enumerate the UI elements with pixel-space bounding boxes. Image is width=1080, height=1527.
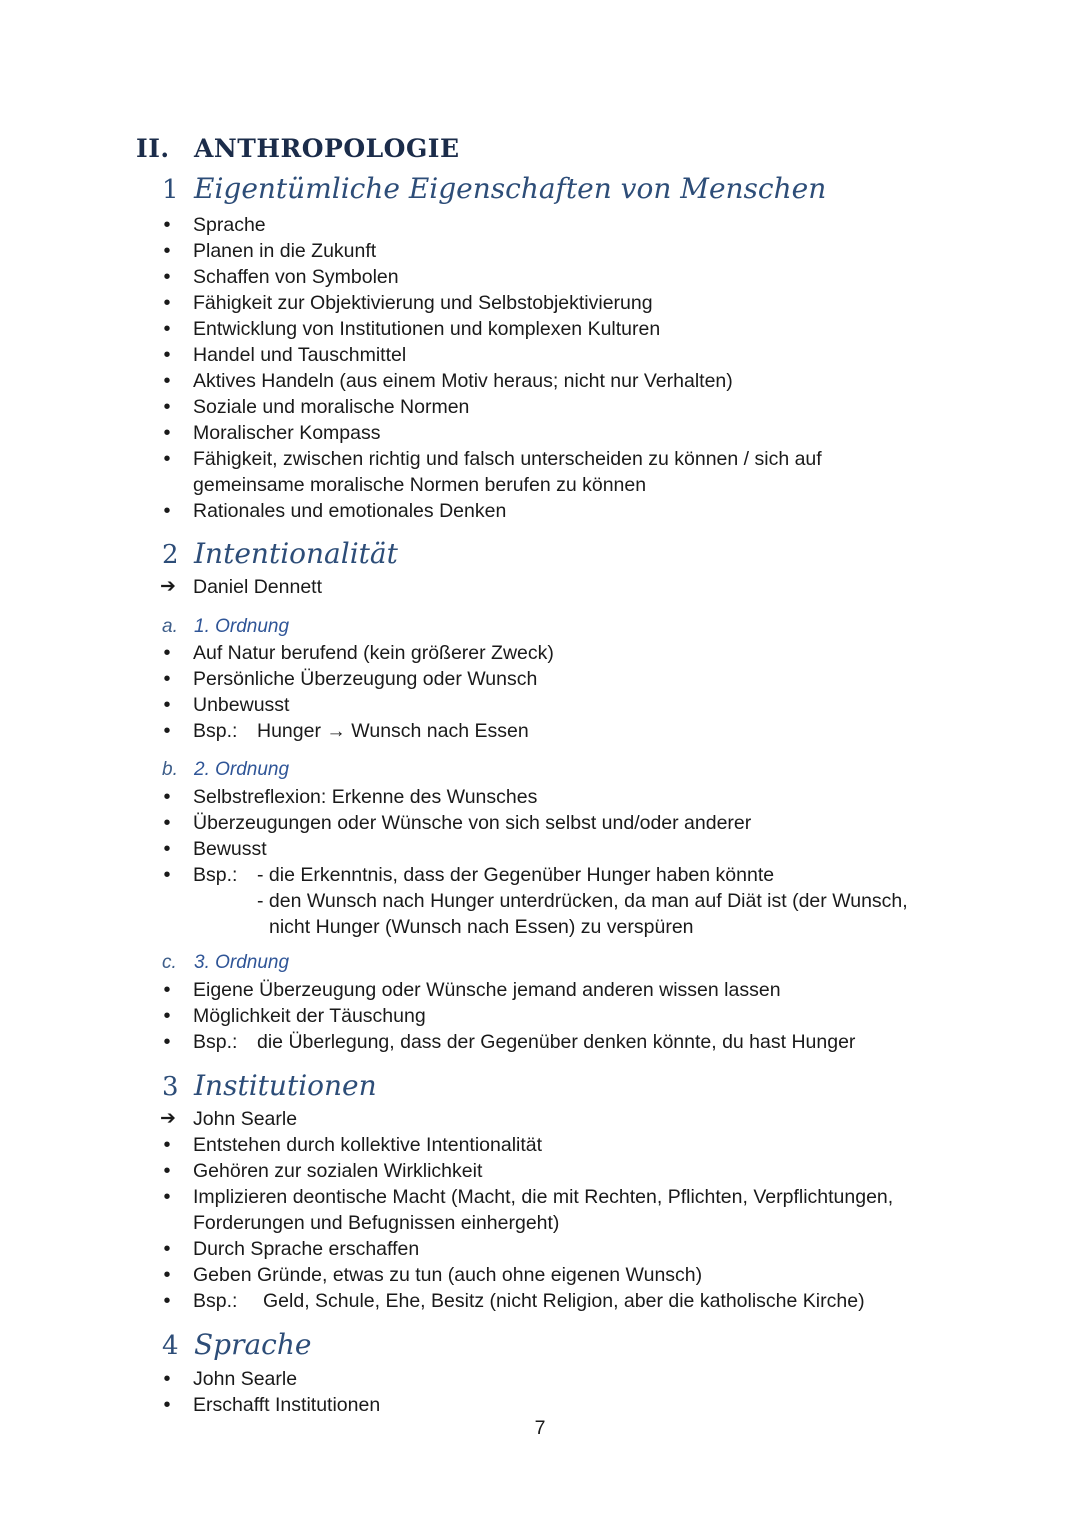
list-item: • Persönliche Überzeugung oder Wunsch — [158, 666, 948, 692]
bullet-icon: • — [163, 1264, 171, 1286]
list-item: • Schaffen von Symbolen — [158, 264, 948, 290]
section-2-title: Intentionalität — [194, 537, 398, 570]
section-3-title: Institutionen — [194, 1069, 377, 1102]
list-item: • Bsp.: - die Erkenntnis, dass der Gegenüber Hunger haben könnte - den Wunsch nach Hunger unterdrücken, da man auf Diät ist (der Wunsch, nicht Hunger (Wunsch nach Essen) zu verspüren — [158, 862, 948, 940]
list-item: • Durch Sprache erschaffen — [158, 1236, 948, 1262]
section-1-heading: 1 Eigentümliche Eigenschaften von Menschen — [162, 172, 827, 205]
list-item — [158, 1106, 948, 1132]
author-name: Daniel Dennett — [193, 576, 322, 598]
list-item: • Fähigkeit zur Objektivierung und Selbstobjektivierung — [158, 290, 948, 316]
list-item: • Sprache — [158, 212, 948, 238]
bullet-icon: • — [163, 1290, 171, 1312]
list-item: • Handel und Tauschmittel — [158, 342, 948, 368]
list-item: • Implizieren deontische Macht (Macht, die mit Rechten, Pflichten, Verpflichtungen, Forderungen und Befugnissen einhergeht) — [158, 1184, 933, 1236]
bullet-icon: • — [163, 864, 171, 886]
list-item: • John Searle — [158, 1366, 948, 1392]
bullet-icon: • — [163, 292, 171, 314]
section-1-title: Eigentümliche Eigenschaften von Menschen — [194, 172, 827, 205]
page-number: 7 — [534, 1417, 546, 1439]
list-item: • Soziale und moralische Normen — [158, 394, 948, 420]
arrow-right-icon: ➔ — [160, 576, 176, 597]
bullet-icon: • — [163, 1368, 171, 1390]
chapter-title: ANTHROPOLOGIE — [194, 134, 460, 163]
list-item: • Bsp.: Hunger → Wunsch nach Essen — [158, 718, 948, 744]
bullet-icon: • — [163, 1394, 171, 1416]
section-4-title: Sprache — [194, 1328, 312, 1361]
list-item: • Planen in die Zukunft — [158, 238, 948, 264]
bullet-icon: • — [163, 1186, 171, 1208]
bullet-icon: • — [163, 786, 171, 808]
bullet-icon: • — [163, 240, 171, 262]
list-item: • Gehören zur sozialen Wirklichkeit — [158, 1158, 948, 1184]
list-item: • Geben Gründe, etwas zu tun (auch ohne eigenen Wunsch) — [158, 1262, 948, 1288]
bullet-icon: • — [163, 642, 171, 664]
section-3-heading: 3 Institutionen — [162, 1069, 377, 1102]
list-item: • Fähigkeit, zwischen richtig und falsch unterscheiden zu können / sich auf gemeinsame moralische Normen berufen zu können — [158, 446, 883, 498]
section-2-author-list — [158, 574, 948, 600]
list-item — [158, 574, 948, 600]
bullet-icon: • — [163, 838, 171, 860]
list-item: • Selbstreflexion: Erkenne des Wunsches — [158, 784, 948, 810]
bullet-icon: • — [163, 370, 171, 392]
list-item: • Rationales und emotionales Denken — [158, 498, 948, 524]
list-item: • Möglichkeit der Täuschung — [158, 1003, 948, 1029]
bullet-icon: • — [163, 1031, 171, 1053]
subsection-c-heading: c. 3. Ordnung — [162, 952, 290, 973]
bullet-icon: • — [163, 448, 171, 470]
chapter-heading — [136, 134, 460, 163]
author-name: John Searle — [193, 1108, 298, 1130]
subsection-a-list — [158, 640, 948, 744]
section-3-list — [158, 1106, 948, 1314]
bullet-icon: • — [163, 694, 171, 716]
list-item: • Entstehen durch kollektive Intentionalität — [158, 1132, 948, 1158]
bullet-icon: • — [163, 214, 171, 236]
section-1-list — [158, 212, 948, 524]
subsection-c-list — [158, 977, 948, 1055]
list-item: • Bsp.: Geld, Schule, Ehe, Besitz (nicht Religion, aber die katholische Kirche) — [158, 1288, 948, 1314]
bullet-icon: • — [163, 812, 171, 834]
bullet-icon: • — [163, 344, 171, 366]
subsection-a-heading: a. 1. Ordnung — [162, 616, 290, 637]
bullet-icon: • — [163, 422, 171, 444]
list-item: • Überzeugungen oder Wünsche von sich selbst und/oder anderer — [158, 810, 948, 836]
list-item: • Eigene Überzeugung oder Wünsche jemand anderen wissen lassen — [158, 977, 948, 1003]
list-item: • Auf Natur berufend (kein größerer Zweck) — [158, 640, 948, 666]
bullet-icon: • — [163, 668, 171, 690]
list-item: • Aktives Handeln (aus einem Motiv heraus; nicht nur Verhalten) — [158, 368, 948, 394]
bullet-icon: • — [163, 500, 171, 522]
list-item: • Erschafft Institutionen — [158, 1392, 948, 1418]
list-item: • Bewusst — [158, 836, 948, 862]
bullet-icon: • — [163, 266, 171, 288]
section-4-heading: 4 Sprache — [162, 1328, 312, 1361]
bullet-icon: • — [163, 720, 171, 742]
list-item: • Moralischer Kompass — [158, 420, 948, 446]
list-item: • Unbewusst — [158, 692, 948, 718]
bullet-icon: • — [163, 979, 171, 1001]
arrow-right-icon: ➔ — [160, 1108, 176, 1129]
bullet-icon: • — [163, 318, 171, 340]
chapter-numeral: II. — [136, 134, 170, 163]
bullet-icon: • — [163, 396, 171, 418]
list-item: • Bsp.: die Überlegung, dass der Gegenüber denken könnte, du hast Hunger — [158, 1029, 948, 1055]
bullet-icon: • — [163, 1134, 171, 1156]
subsection-b-heading: b. 2. Ordnung — [162, 759, 290, 780]
subsection-b-list — [158, 784, 948, 940]
bullet-icon: • — [163, 1238, 171, 1260]
section-4-list — [158, 1366, 948, 1418]
list-item: • Entwicklung von Institutionen und komplexen Kulturen — [158, 316, 948, 342]
section-2-heading: 2 Intentionalität — [162, 537, 398, 570]
bullet-icon: • — [163, 1160, 171, 1182]
bullet-icon: • — [163, 1005, 171, 1027]
